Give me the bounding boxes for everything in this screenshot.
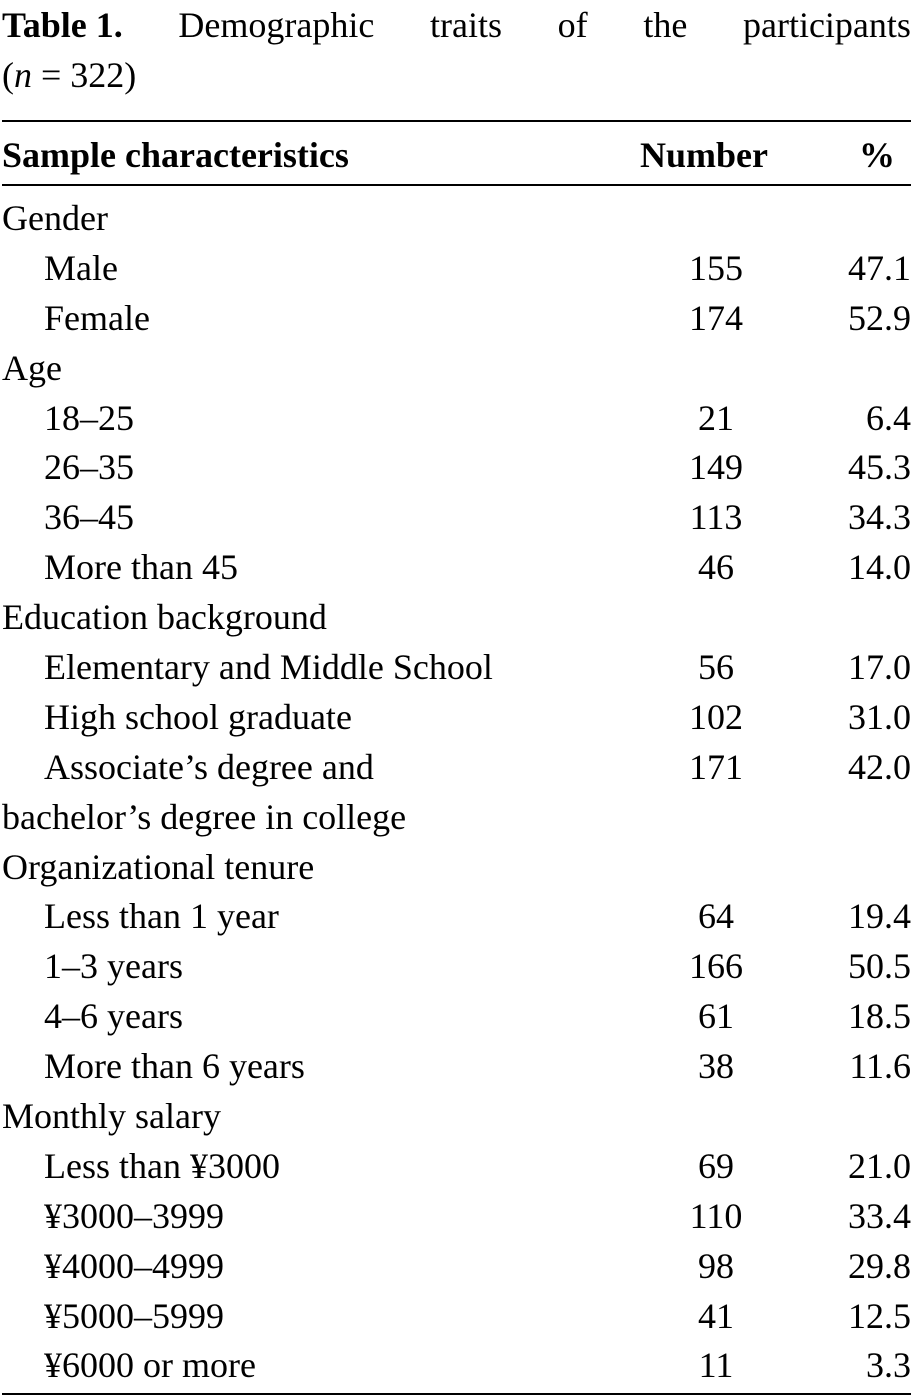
row-label: Age [2, 347, 62, 388]
row-number: 149 [689, 447, 743, 488]
row-label: Education background [2, 597, 327, 638]
row-label: More than 45 [44, 547, 238, 588]
row-label: Less than 1 year [44, 896, 279, 937]
row-percent: 33.4 [848, 1195, 911, 1236]
table-group-row [0, 843, 913, 893]
row-number: 11 [698, 1345, 734, 1386]
row-number: 41 [698, 1295, 734, 1336]
table-group-row [0, 344, 913, 394]
row-label: ¥5000–5999 [44, 1295, 224, 1336]
header-number: Number [640, 135, 768, 175]
header-characteristics: Sample characteristics [2, 135, 349, 175]
row-percent: 11.6 [849, 1046, 911, 1087]
row-label: 1–3 years [44, 946, 183, 987]
table-row [0, 443, 913, 493]
row-percent: 52.9 [848, 297, 911, 338]
row-percent: 29.8 [848, 1245, 911, 1286]
table-row [0, 1341, 913, 1391]
row-number: 21 [698, 397, 734, 438]
table-group-row [0, 593, 913, 643]
row-number: 98 [698, 1245, 734, 1286]
row-number: 110 [689, 1195, 743, 1236]
row-percent: 3.3 [866, 1345, 911, 1386]
row-label: High school graduate [44, 696, 352, 737]
caption-line-1 [2, 0, 911, 50]
table-header [0, 130, 913, 180]
caption-word: of [557, 5, 588, 45]
row-number: 174 [689, 297, 743, 338]
row-label: ¥6000 or more [44, 1345, 256, 1386]
caption-word: Demographic [178, 5, 375, 45]
row-number: 56 [698, 647, 734, 688]
row-label: Associate’s degree and [44, 746, 374, 787]
table-label: Table 1. [2, 5, 123, 45]
row-label: 36–45 [44, 497, 134, 538]
row-percent: 21.0 [848, 1145, 911, 1186]
row-label: Organizational tenure [2, 846, 315, 887]
row-percent: 31.0 [848, 696, 911, 737]
table-group-row [0, 194, 913, 244]
row-label: Gender [2, 198, 108, 238]
row-label: Female [44, 297, 150, 338]
row-percent: 14.0 [848, 547, 911, 588]
table-row [0, 1192, 913, 1242]
table-caption [2, 0, 911, 100]
row-percent: 45.3 [848, 447, 911, 488]
row-percent: 12.5 [848, 1295, 911, 1336]
row-number: 69 [698, 1145, 734, 1186]
row-percent: 19.4 [848, 896, 911, 937]
table-row [0, 394, 913, 444]
row-number: 102 [689, 696, 743, 737]
row-percent: 6.4 [866, 397, 911, 438]
row-label: 18–25 [44, 397, 134, 438]
row-label: Less than ¥3000 [44, 1145, 280, 1186]
caption-n-variable: n [14, 55, 32, 95]
row-percent: 50.5 [848, 946, 911, 987]
caption-word: traits [430, 5, 502, 45]
caption-line-2 [2, 50, 911, 100]
row-number: 166 [689, 946, 743, 987]
row-number: 155 [689, 247, 743, 288]
table-top-rule [2, 120, 911, 122]
row-percent: 47.1 [848, 247, 911, 288]
row-label: 4–6 years [44, 996, 183, 1037]
table-body [0, 194, 913, 1391]
row-number: 61 [698, 996, 734, 1037]
row-number: 113 [689, 497, 743, 538]
row-label: Monthly salary [2, 1096, 221, 1137]
row-label: bachelor’s degree in college [2, 796, 407, 837]
row-label: Elementary and Middle School [44, 647, 493, 688]
table-row [0, 942, 913, 992]
table-row [0, 693, 913, 743]
table-row [0, 992, 913, 1042]
caption-word: the [643, 5, 688, 45]
row-label: 26–35 [44, 447, 134, 488]
row-number: 64 [698, 896, 734, 937]
table-row [0, 643, 913, 693]
row-percent: 42.0 [848, 746, 911, 787]
table-row [0, 493, 913, 543]
table-group-row [0, 1092, 913, 1142]
table-row [0, 1042, 913, 1092]
row-number: 46 [698, 547, 734, 588]
row-percent: 17.0 [848, 647, 911, 688]
caption-word: participants [742, 5, 911, 45]
table-row [0, 892, 913, 942]
row-label: ¥3000–3999 [44, 1195, 224, 1236]
table-group-row [0, 793, 913, 843]
table-bottom-rule [2, 1393, 911, 1395]
table-row [0, 1292, 913, 1342]
table-row [0, 1242, 913, 1292]
table-row [0, 743, 913, 793]
caption-paren: ( [2, 55, 14, 95]
table-row [0, 1142, 913, 1192]
row-label: More than 6 years [44, 1046, 305, 1087]
row-number: 38 [698, 1046, 734, 1087]
row-label: ¥4000–4999 [44, 1245, 224, 1286]
row-number: 171 [689, 746, 743, 787]
table-row [0, 294, 913, 344]
header-percent: % [859, 135, 895, 175]
caption-sample-size: = 322) [32, 55, 137, 95]
table-row [0, 543, 913, 593]
row-percent: 34.3 [848, 497, 911, 538]
table-header-rule [2, 184, 911, 186]
row-percent: 18.5 [848, 996, 911, 1037]
table-row [0, 244, 913, 294]
row-label: Male [44, 247, 118, 288]
